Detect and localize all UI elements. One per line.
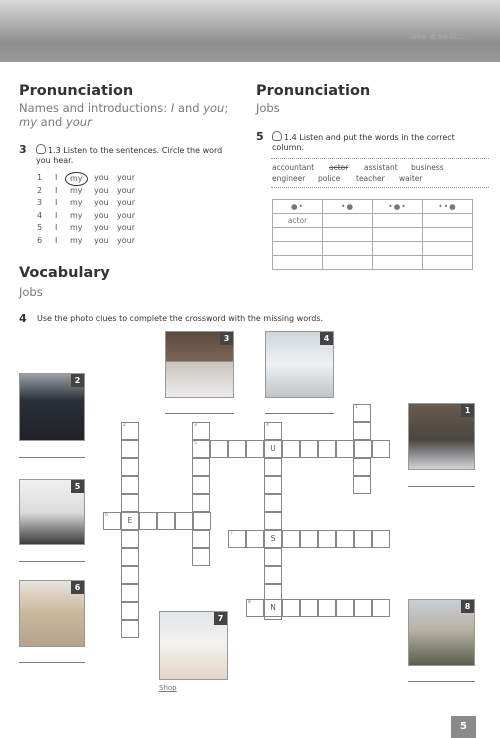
crossword-cell[interactable] [192, 440, 210, 458]
clue-number: 2 [123, 423, 126, 428]
pronunciation-title-right: Pronunciation [256, 83, 371, 99]
crossword-cell[interactable] [372, 530, 390, 548]
crossword-letter: U [270, 444, 276, 453]
stress-cell[interactable] [423, 242, 473, 256]
header-band [0, 0, 500, 62]
crossword-cell[interactable] [318, 440, 336, 458]
crossword-letter: N [270, 603, 276, 612]
row-number: 6 [37, 236, 43, 245]
subtitle-italic-you: you [203, 101, 225, 115]
crossword-cell[interactable] [354, 530, 372, 548]
crossword-cell[interactable] [264, 599, 282, 617]
word-option[interactable]: I [55, 236, 58, 245]
clue-number: 5 [194, 441, 197, 446]
crossword-cell[interactable] [246, 440, 264, 458]
word-police: police [318, 174, 341, 183]
word-option[interactable]: your [117, 223, 135, 233]
audio-icon[interactable] [272, 131, 282, 141]
word-option[interactable]: I [55, 185, 58, 195]
stress-cell[interactable] [423, 256, 473, 270]
word-business: business [411, 163, 444, 172]
crossword-cell[interactable] [192, 422, 210, 440]
stress-cell[interactable] [273, 228, 323, 242]
word-option[interactable]: your [117, 210, 135, 220]
clue-number: 3 [194, 423, 197, 428]
word-option[interactable]: your [117, 185, 135, 195]
crossword-cell[interactable] [264, 530, 282, 548]
pronunciation-subtitle-right: Jobs [256, 101, 280, 115]
answer-line[interactable] [408, 486, 475, 496]
crossword-cell[interactable] [264, 458, 282, 476]
answer-line[interactable] [19, 457, 85, 467]
word-engineer: engineer [272, 174, 306, 183]
word-option[interactable]: my [70, 210, 83, 220]
stress-cell[interactable] [273, 256, 323, 270]
row-number: 3 [37, 198, 43, 208]
clue-number: 8 [248, 600, 251, 605]
word-option[interactable]: you [94, 198, 109, 208]
word-option[interactable]: I [55, 223, 58, 233]
crossword-cell[interactable] [318, 530, 336, 548]
crossword-cell[interactable] [121, 530, 139, 548]
stress-cell[interactable] [373, 228, 423, 242]
word-option[interactable]: my [65, 172, 88, 186]
stress-cell[interactable] [423, 214, 473, 228]
stress-cell[interactable]: actor [273, 214, 323, 228]
crossword-cell[interactable] [103, 512, 121, 530]
crossword-cell[interactable] [300, 440, 318, 458]
crossword-cell[interactable] [121, 566, 139, 584]
crossword-cell[interactable] [264, 476, 282, 494]
photo-5-assistant [19, 479, 85, 545]
subtitle-text: Names and introductions: [19, 101, 171, 115]
photo-number: 6 [71, 581, 84, 594]
stress-header-4: ••● [423, 200, 473, 214]
stress-cell[interactable] [423, 228, 473, 242]
crossword-cell[interactable] [264, 566, 282, 584]
word-waiter: waiter [399, 174, 423, 183]
word-option[interactable]: your [117, 236, 135, 245]
word-assistant: assistant [364, 163, 398, 172]
word-accountant: accountant [272, 163, 315, 172]
crossword-cell[interactable] [121, 476, 139, 494]
word-option[interactable]: my [70, 223, 83, 233]
word-teacher: teacher [356, 174, 385, 183]
row-number: 2 [37, 185, 43, 195]
photo-number: 3 [220, 332, 233, 345]
subtitle-text: ; [224, 101, 229, 115]
pronunciation-title-left: Pronunciation [19, 83, 134, 99]
word-option[interactable]: your [117, 173, 135, 182]
row-number: 1 [37, 173, 43, 182]
pronunciation-subtitle-left [19, 101, 228, 129]
subtitle-italic-your: your [65, 115, 92, 129]
clue-number: 4 [266, 423, 269, 428]
crossword-cell[interactable] [336, 440, 354, 458]
answer-line[interactable] [19, 561, 85, 571]
exercise-3-instructions: 1.3 Listen to the sentences. Circle the word you hear. [36, 146, 223, 165]
word-option[interactable]: my [70, 198, 83, 208]
photo-8-engineer [408, 599, 475, 666]
crossword-cell[interactable] [353, 476, 371, 494]
crossword-cell[interactable] [264, 440, 282, 458]
crossword-cell[interactable] [121, 422, 139, 440]
crossword-cell[interactable] [228, 440, 246, 458]
word-option[interactable]: you [94, 185, 109, 195]
word-option[interactable]: your [117, 198, 135, 208]
stress-table [272, 199, 473, 270]
exercise-4-instructions: Use the photo clues to complete the crossword with the missing words. [37, 314, 324, 323]
word-option[interactable]: I [55, 210, 58, 220]
stress-cell[interactable] [273, 242, 323, 256]
crossword-letter: S [270, 534, 276, 543]
clue-number: 7 [230, 531, 233, 536]
crossword-letter: E [127, 516, 133, 525]
photo-number: 8 [461, 600, 474, 613]
crossword-cell[interactable] [282, 530, 300, 548]
photo-number: 5 [71, 480, 84, 493]
photo-2-police-officer [19, 373, 85, 441]
word-option[interactable]: you [94, 223, 109, 233]
answer-line-shop[interactable] [159, 684, 228, 702]
crossword-cell[interactable] [210, 440, 228, 458]
crossword-cell[interactable] [300, 599, 318, 617]
crossword-cell[interactable] [121, 548, 139, 566]
photo-1-teacher [408, 403, 475, 470]
header-faint-text: Take a seat... [406, 32, 466, 42]
wordbank-top-divider [271, 158, 489, 159]
stress-cell[interactable] [373, 242, 423, 256]
crossword-cell[interactable] [336, 599, 354, 617]
photo-number: 1 [461, 404, 474, 417]
crossword-cell[interactable] [175, 512, 193, 530]
stress-cell[interactable] [323, 214, 373, 228]
stress-header-2: •● [323, 200, 373, 214]
answer-shop: Shop [159, 684, 177, 692]
crossword-cell[interactable] [192, 476, 210, 494]
subtitle-text: and [174, 101, 204, 115]
crossword-cell[interactable] [192, 530, 210, 548]
crossword-cell[interactable] [139, 512, 157, 530]
subtitle-italic-i: I [170, 101, 175, 115]
crossword-cell[interactable] [336, 530, 354, 548]
stress-cell[interactable] [373, 256, 423, 270]
crossword-cell[interactable] [193, 512, 211, 530]
crossword-cell[interactable] [121, 620, 139, 638]
crossword-cell[interactable] [121, 512, 139, 530]
crossword-cell[interactable] [282, 599, 300, 617]
photo-6-teacher-woman [19, 580, 85, 647]
crossword-cell[interactable] [228, 530, 246, 548]
crossword-cell[interactable] [121, 458, 139, 476]
stress-cell[interactable] [323, 242, 373, 256]
clue-number: 6 [105, 513, 108, 518]
crossword-cell[interactable] [192, 548, 210, 566]
photo-4-businessman [265, 331, 334, 398]
word-option[interactable]: you [94, 173, 109, 182]
word-option[interactable]: you [94, 210, 109, 220]
crossword-cell[interactable] [246, 530, 264, 548]
exercise-3-number: 3 [19, 143, 27, 156]
crossword-cell[interactable] [372, 599, 390, 617]
photo-number: 2 [71, 374, 84, 387]
photo-7-shop-assistant [159, 611, 228, 680]
subtitle-text: and [37, 115, 66, 129]
wordbank-bottom-divider [271, 187, 489, 188]
crossword-cell[interactable] [354, 440, 372, 458]
crossword-cell[interactable] [121, 494, 139, 512]
vocabulary-title: Vocabulary [19, 265, 110, 281]
crossword-cell[interactable] [192, 458, 210, 476]
crossword-cell[interactable] [192, 494, 210, 512]
row-number: 5 [37, 223, 43, 233]
stress-header-1: ●• [273, 200, 323, 214]
stress-cell[interactable] [323, 228, 373, 242]
crossword-cell[interactable] [318, 599, 336, 617]
answer-line[interactable] [408, 681, 475, 691]
answer-line[interactable] [19, 662, 85, 672]
exercise-4-number: 4 [19, 312, 27, 325]
crossword-cell[interactable] [121, 602, 139, 620]
crossword-cell[interactable] [354, 599, 372, 617]
stress-cell[interactable] [323, 256, 373, 270]
crossword-cell[interactable] [353, 422, 371, 440]
photo-number: 4 [320, 332, 333, 345]
crossword-cell[interactable] [282, 440, 300, 458]
crossword-cell[interactable] [264, 494, 282, 512]
page-number: 5 [451, 716, 476, 738]
crossword-cell[interactable] [264, 512, 282, 530]
stress-cell[interactable] [373, 214, 423, 228]
crossword-cell[interactable] [157, 512, 175, 530]
crossword-cell[interactable] [121, 584, 139, 602]
crossword-cell[interactable] [353, 404, 371, 422]
crossword-cell[interactable] [300, 530, 318, 548]
photo-3-receptionist [165, 331, 234, 398]
crossword-cell[interactable] [372, 440, 390, 458]
word-actor: actor [329, 163, 349, 172]
crossword-cell[interactable] [121, 440, 139, 458]
word-option[interactable]: you [94, 236, 109, 245]
crossword-cell[interactable] [353, 458, 371, 476]
vocabulary-subtitle: Jobs [19, 285, 43, 299]
word-option[interactable]: I [55, 198, 58, 208]
stress-header-3: •●• [373, 200, 423, 214]
row-number: 4 [37, 210, 43, 220]
word-option[interactable]: my [70, 236, 83, 245]
subtitle-italic-my: my [19, 115, 38, 129]
crossword-cell[interactable] [264, 548, 282, 566]
photo-number: 7 [214, 612, 227, 625]
exercise-5-instructions: 1.4 Listen and put the words in the correct column. [272, 133, 455, 152]
word-option[interactable]: I [55, 173, 58, 182]
audio-icon[interactable] [36, 144, 46, 154]
crossword-cell[interactable] [264, 422, 282, 440]
word-option[interactable]: my [70, 185, 83, 195]
clue-number: 1 [355, 405, 358, 410]
exercise-5-number: 5 [256, 130, 264, 143]
crossword-cell[interactable] [246, 599, 264, 617]
